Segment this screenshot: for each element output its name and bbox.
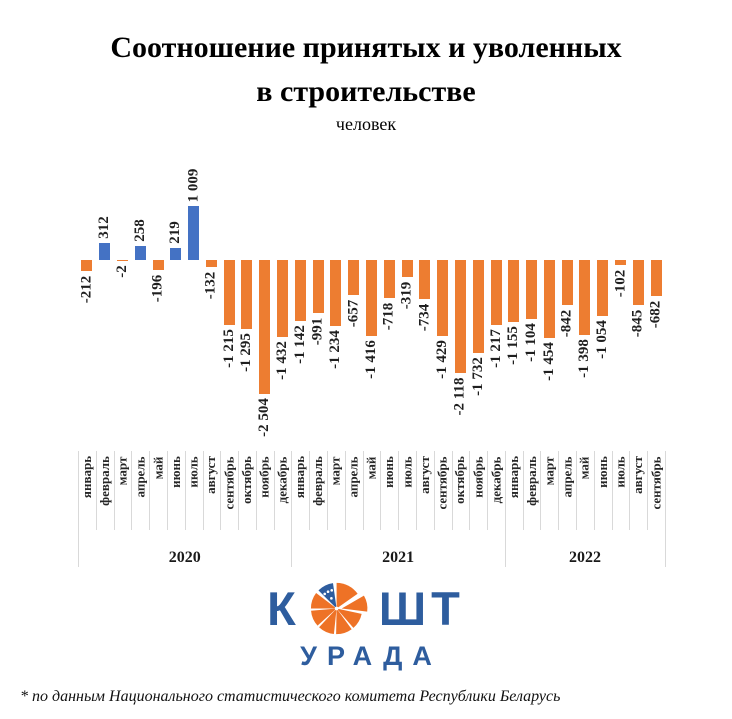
- bar-value-label: 312: [95, 216, 112, 239]
- chart-title-line1: Соотношение принятых и уволенных: [110, 31, 622, 64]
- month-axis-label: июль: [399, 455, 415, 488]
- month-axis-label: август: [203, 456, 219, 494]
- month-axis-label: июнь: [167, 456, 183, 488]
- bar: [295, 260, 306, 321]
- bar-value-label: -1 234: [327, 330, 344, 369]
- logo-letters-sht: ШТ: [378, 581, 465, 635]
- bar: [330, 260, 341, 326]
- month-axis-label: февраль: [96, 456, 112, 506]
- bar: [437, 260, 448, 336]
- bar-value-label: -319: [398, 281, 415, 309]
- bar: [651, 260, 662, 296]
- bar-value-label: -1 416: [362, 340, 379, 379]
- bar-value-label: -845: [629, 309, 646, 337]
- bar: [348, 260, 359, 295]
- bar: [579, 260, 590, 335]
- bar-value-label: 258: [131, 219, 148, 242]
- month-axis-label: март: [541, 456, 557, 485]
- logo-top-line: [0, 578, 732, 638]
- chart-title-line2: в строительстве: [256, 75, 476, 108]
- bar-value-label: 219: [167, 221, 184, 244]
- month-axis-label: март: [114, 456, 130, 485]
- bar: [526, 260, 537, 319]
- bar-value-label: -682: [647, 300, 664, 328]
- bar: [402, 260, 413, 277]
- bar: [473, 260, 484, 353]
- bar: [170, 248, 181, 260]
- month-axis-label: февраль: [310, 456, 326, 506]
- bar: [508, 260, 519, 322]
- bar-value-label: -2 118: [451, 377, 468, 415]
- kosht-urada-logo: [0, 578, 732, 672]
- bar: [366, 260, 377, 336]
- month-axis-label: сентябрь: [434, 455, 450, 510]
- bar-value-label: -2 504: [256, 398, 273, 437]
- bar-value-label: -1 142: [291, 325, 308, 364]
- month-axis-label: август: [416, 456, 432, 494]
- bar-value-label: -196: [149, 274, 166, 302]
- bar: [188, 206, 199, 260]
- bar-value-label: -991: [309, 317, 326, 345]
- bar-value-label: -1 295: [238, 333, 255, 372]
- logo-letter-k: К: [267, 581, 301, 635]
- month-axis-label: март: [327, 456, 343, 485]
- bar: [224, 260, 235, 325]
- month-axis-label: октябрь: [238, 456, 254, 504]
- bar-value-label: -1 732: [469, 357, 486, 396]
- bar: [259, 260, 270, 394]
- month-axis-label: май: [363, 456, 379, 479]
- bar: [419, 260, 430, 299]
- month-axis-label: май: [149, 456, 165, 479]
- month-axis-label: январь: [505, 455, 521, 499]
- month-axis-label: июль: [185, 455, 201, 488]
- bar-value-label: -212: [78, 275, 95, 303]
- year-axis-label: 2021: [382, 549, 415, 566]
- month-axis-label: октябрь: [452, 456, 468, 504]
- month-axis-label: август: [630, 456, 646, 494]
- bar-value-label: -1 429: [434, 340, 451, 379]
- source-footnote: * по данным Национального статистического комитета Республики Беларусь: [20, 688, 561, 705]
- month-axis-label: декабрь: [274, 456, 290, 503]
- bar: [384, 260, 395, 298]
- bar: [153, 260, 164, 270]
- bar: [491, 260, 502, 325]
- year-separator-tick: [665, 451, 666, 567]
- bar: [241, 260, 252, 329]
- bar-value-label: -1 398: [576, 339, 593, 378]
- year-axis-label: 2020: [168, 549, 201, 566]
- month-axis-label: май: [576, 456, 592, 479]
- bar-value-label: -2: [113, 265, 130, 278]
- bar: [562, 260, 573, 305]
- month-axis-label: апрель: [132, 456, 148, 497]
- bar-value-label: -1 454: [540, 342, 557, 381]
- bar-value-label: -718: [380, 302, 397, 330]
- bar-value-label: -1 104: [522, 323, 539, 362]
- month-axis-label: ноябрь: [256, 455, 272, 498]
- month-axis-label: июнь: [594, 456, 610, 488]
- bar-value-label: -132: [202, 271, 219, 299]
- month-axis-label: сентябрь: [648, 455, 664, 510]
- logo-urada-text: УРАДА: [300, 641, 442, 671]
- month-axis-label: июнь: [381, 456, 397, 488]
- year-axis-label: 2022: [568, 549, 601, 566]
- bar: [597, 260, 608, 316]
- orange-slice-icon: [308, 580, 372, 637]
- bar: [455, 260, 466, 373]
- bar: [117, 260, 128, 261]
- bar: [277, 260, 288, 337]
- month-axis-label: апрель: [345, 456, 361, 497]
- bar: [544, 260, 555, 338]
- month-axis-label: сентябрь: [221, 455, 237, 510]
- month-axis-label: февраль: [523, 456, 539, 506]
- bar: [135, 246, 146, 260]
- bar-value-label: -1 217: [487, 329, 504, 368]
- bar-value-label: -842: [558, 309, 575, 337]
- bar-value-label: -1 155: [505, 326, 522, 365]
- bar-value-label: 1 009: [184, 168, 201, 202]
- month-axis-label: апрель: [559, 456, 575, 497]
- chart-subtitle: человек: [335, 114, 397, 134]
- month-axis-label: декабрь: [487, 456, 503, 503]
- bar: [99, 243, 110, 260]
- month-axis-label: январь: [292, 455, 308, 499]
- bar: [313, 260, 324, 313]
- bar-value-label: -1 432: [273, 341, 290, 380]
- bar: [633, 260, 644, 305]
- month-axis-label: ноябрь: [470, 455, 486, 498]
- bar-value-label: -1 215: [220, 329, 237, 368]
- month-axis-label: июль: [612, 455, 628, 488]
- bar: [81, 260, 92, 271]
- month-axis-label: январь: [78, 455, 94, 499]
- bar: [206, 260, 217, 267]
- bar-value-label: -657: [344, 299, 361, 327]
- bar-value-label: -734: [416, 303, 433, 331]
- bar-value-label: -1 054: [594, 320, 611, 359]
- bar-value-label: -102: [611, 269, 628, 297]
- bar: [615, 260, 626, 265]
